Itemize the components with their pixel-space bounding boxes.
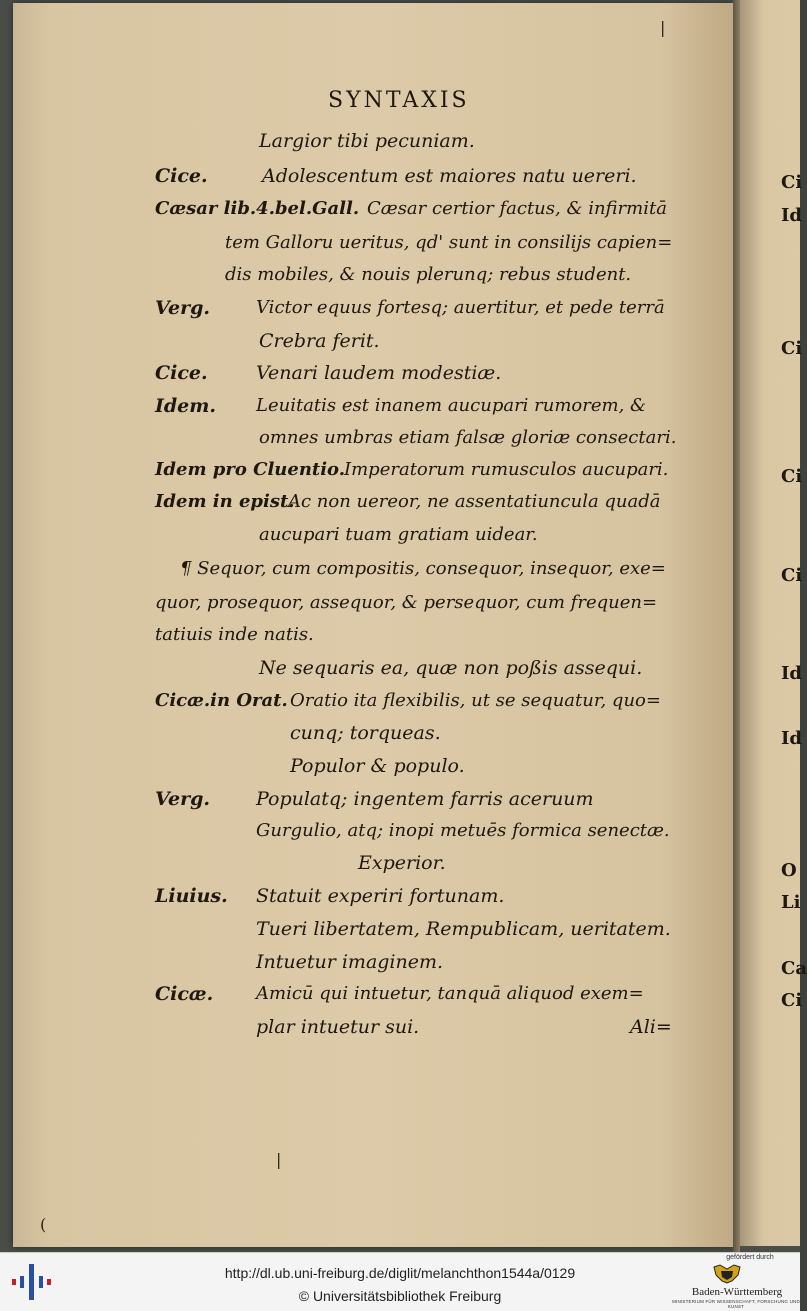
- text-line: aucupari tuam gratiam uidear.: [259, 524, 538, 545]
- text-line: Ne sequaris ea, quæ non poßis assequi.: [259, 657, 643, 679]
- text-line: Cæsar certior factus, & infirmitā: [367, 198, 667, 219]
- text-line: Intuetur imaginem.: [256, 951, 444, 973]
- facing-page-fragment: Li: [781, 892, 801, 913]
- text-line: quor, prosequor, assequor, & persequor, cum frequen=: [155, 592, 658, 613]
- source-label: Cicæ.in Orat.: [155, 690, 288, 711]
- facing-page-fragment: Ci: [781, 565, 803, 586]
- stray-mark: |: [276, 1150, 282, 1169]
- text-line: Oratio ita flexibilis, ut se sequatur, quo=: [290, 690, 661, 711]
- text-line: Imperatorum rumusculos aucupari.: [344, 459, 669, 480]
- facing-page-fragment: O: [781, 860, 797, 881]
- source-label: Cicæ.: [155, 983, 214, 1005]
- text-line: Populor & populo.: [290, 755, 465, 777]
- source-label: Idem pro Cluentio.: [155, 459, 346, 480]
- text-line: Gurgulio, atq; inopi metuēs formica senectæ.: [256, 820, 670, 841]
- text-line: dis mobiles, & nouis plerunq; rebus student.: [225, 264, 632, 285]
- text-line: Experior.: [358, 852, 446, 874]
- book-page: [13, 3, 733, 1247]
- source-label: Cice.: [155, 165, 208, 187]
- text-line: Crebra ferit.: [259, 330, 380, 352]
- permalink-url[interactable]: http://dl.ub.uni-freiburg.de/diglit/melanchthon1544a/0129: [224, 1265, 576, 1281]
- facing-page-fragment: Id: [781, 205, 803, 226]
- text-line: Tueri libertatem, Rempublicam, ueritatem.: [256, 918, 671, 940]
- text-line: Adolescentum est maiores natu uereri.: [262, 165, 637, 187]
- text-line: Victor equus fortesq; auertitur, et pede terrā: [256, 297, 665, 318]
- running-head: SYNTAXIS: [328, 88, 470, 113]
- source-label: Cæsar lib.4.bel.Gall.: [155, 198, 360, 219]
- text-line: plar intuetur sui.: [256, 1016, 420, 1038]
- facing-page-fragment: Ci: [781, 466, 803, 487]
- book-gutter: [733, 0, 740, 1252]
- text-line: tem Galloru ueritus, qd' sunt in consilijs capien=: [225, 232, 673, 253]
- text-line: Leuitatis est inanem aucupari rumorem, &: [256, 395, 647, 416]
- copyright-notice: © Universitätsbibliothek Freiburg: [298, 1288, 502, 1304]
- source-label: Verg.: [155, 788, 210, 810]
- facing-page-fragment: Id: [781, 663, 803, 684]
- text-line: cunq; torqueas.: [290, 722, 441, 744]
- text-line: Amicū qui intuetur, tanquā aliquod exem=: [256, 983, 644, 1004]
- source-label: Idem.: [155, 395, 216, 417]
- source-label: Cice.: [155, 362, 208, 384]
- facing-page-fragment: Ca: [781, 958, 807, 979]
- text-line: Populatq; ingentem farris aceruum: [256, 788, 594, 810]
- text-line: ¶ Sequor, cum compositis, consequor, insequor, exe=: [180, 558, 666, 579]
- source-label: Verg.: [155, 297, 210, 319]
- facing-page-fragment: Ci: [781, 172, 803, 193]
- source-label: Liuius.: [155, 885, 228, 907]
- facing-page-fragment: Id: [781, 728, 803, 749]
- funder-ministry: MINISTERIUM FÜR WISSENSCHAFT, FORSCHUNG UND KUNST: [672, 1299, 800, 1309]
- stray-mark: |: [660, 18, 666, 37]
- stray-mark: (: [40, 1215, 47, 1234]
- coat-of-arms-icon: [710, 1263, 744, 1285]
- text-line: Largior tibi pecuniam.: [259, 130, 475, 152]
- funder-name: Baden-Württemberg: [691, 1286, 783, 1298]
- text-line: Venari laudem modestiæ.: [256, 362, 502, 384]
- text-line: tatiuis inde natis.: [155, 624, 314, 645]
- source-label: Idem in epist.: [155, 491, 295, 512]
- text-line: Statuit experiri fortunam.: [256, 885, 505, 907]
- text-line: omnes umbras etiam falsæ gloriæ consectari.: [259, 427, 677, 448]
- facing-page-fragment: Ci: [781, 990, 803, 1011]
- text-line: Ac non uereor, ne assentatiuncula quadā: [288, 491, 661, 512]
- facing-page-fragment: Ci: [781, 338, 803, 359]
- funder-label: gefördert durch: [726, 1254, 774, 1261]
- catchword: Ali=: [630, 1016, 672, 1038]
